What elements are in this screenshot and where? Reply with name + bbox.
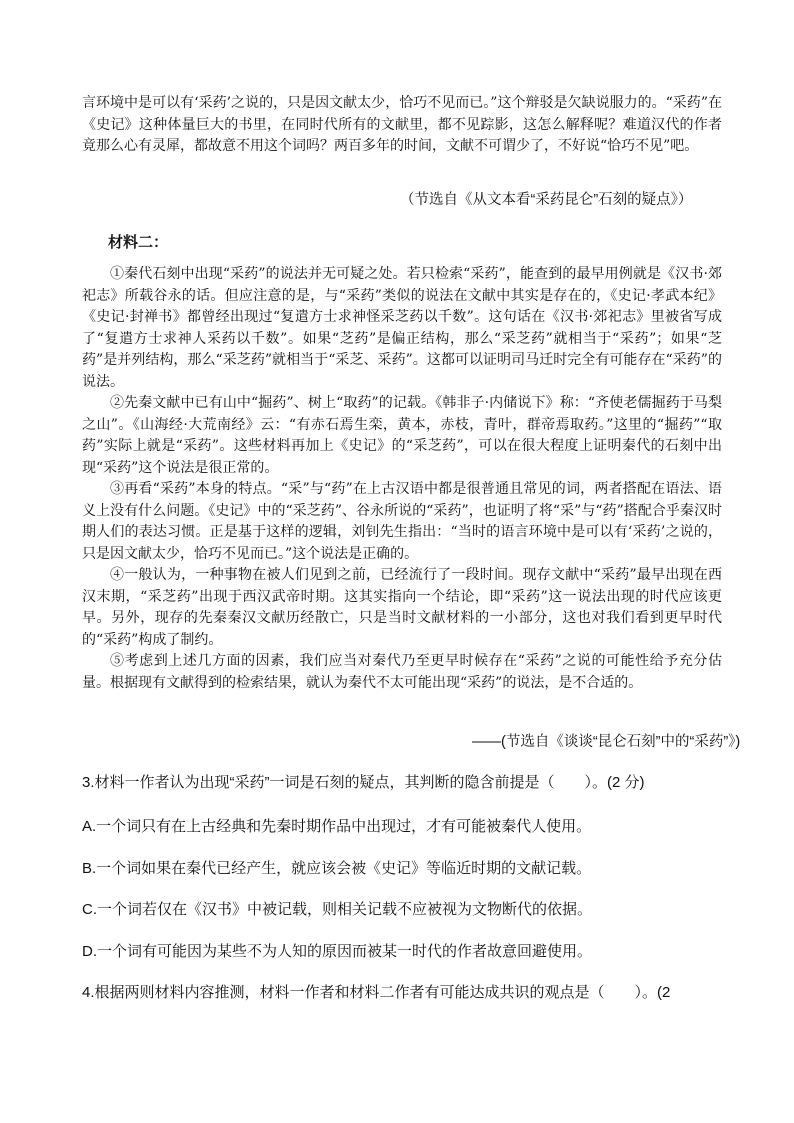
question3-option-b: B.一个词如果在秦代已经产生，就应该会被《史记》等临近时期的文献记载。 — [82, 860, 592, 877]
material1-tail-text: 言环境中是可以有‘采药’之说的，只是因文献太少，恰巧不见而已。”这个辩驳是欠缺说服力的。“采药”在《史记》这种体量巨大的书里，在同时代所有的文献里，都不见踪影，这怎么解释呢？难道汉代的作者竟那么心有灵犀，都故意不用这个词吗？两百多年的时间，文献不可谓少了，不好说“恰巧不见”吧。 — [82, 95, 722, 154]
material2-paragraph: ⑤考虑到上述几方面的因素，我们应当对秦代乃至更早时候存在“采药”之说的可能性给予充分估量。根据现有文献得到的检索结果，就认为秦代不太可能出现“采药”的说法，是不合适的。 — [82, 653, 722, 691]
question3-stem: 3.材料一作者认为出现“采药”一词是石刻的疑点，其判断的隐含前提是（ ）。(2 分) — [82, 774, 645, 791]
material2-source: ——(节选自《谈谈“昆仑石刻”中的“采药”》) — [472, 734, 741, 750]
material2-paragraph: ①秦代石刻中出现“采药”的说法并无可疑之处。若只检索“采药”，能查到的最早用例就是《汉书·郊祀志》所载谷永的话。但应注意的是，与“采药”类似的说法在文献中其实是存在的，《史记·孝武本纪》《史记·封禅书》都曾经出现过“复遣方士求神怪采芝药以千数”。这句话在《汉书·郊祀志》里被省写成了“复遣方士求神人采药以千数”。如果“芝药”是偏正结构，那么“采芝药”就相当于“采药”；如果“芝药”是并列结构，那么“采芝药”就相当于“采芝、采药”。这都可以证明司马迁时完全有可能存在“采药”的说法。 — [82, 266, 722, 390]
material1-source: （节选自《从文本看“采药昆仑”石刻的疑点》） — [400, 192, 693, 208]
question3-option-d: D.一个词有可能因为某些不为人知的原因而被某一时代的作者故意回避使用。 — [82, 943, 593, 960]
question3-option-a: A.一个词只有在上古经典和先秦时期作品中出现过，才有可能被秦代人使用。 — [82, 818, 592, 835]
question4-stem: 4.根据两则材料内容推测，材料一作者和材料二作者有可能达成共识的观点是（ ）。(2 — [82, 984, 671, 1001]
material2-paragraph: ②先秦文献中已有山中“掘药”、树上“取药”的记载。《韩非子·内储说下》称：“齐使老儒掘药于马梨之山”。《山海经·大荒南经》云：“有赤石焉生栾，黄本，赤枝，青叶，群帝焉取药。”这里的“掘药”“取药”实际上就是“采药”。这些材料再加上《史记》的“采芝药”，可以在很大程度上证明秦代的石刻中出现“采药”这个说法是很正常的。 — [82, 395, 722, 476]
material1-tail — [82, 93, 722, 158]
material2-heading: 材料二： — [108, 234, 169, 251]
material2-body — [82, 264, 722, 694]
question3-option-c: C.一个词若仅在《汉书》中被记载，则相关记载不应被视为文物断代的依据。 — [82, 901, 593, 918]
material2-paragraph: ③再看“采药”本身的特点。“采”与“药”在上古汉语中都是很普通且常见的词，两者搭配在语法、语义上没有什么问题。《史记》中的“采芝药”、谷永所说的“采药”，也证明了将“采”与“药”搭配合乎秦汉时期人们的表达习惯。正是基于这样的逻辑，刘钊先生指出：“当时的语言环境中是可以有‘采药’之说的，只是因文献太少，恰巧不见而已。”这个说法是正确的。 — [82, 481, 722, 562]
material2-paragraph: ④一般认为，一种事物在被人们见到之前，已经流行了一段时间。现存文献中“采药”最早出现在西汉末期，“采芝药”出现于西汉武帝时期。这其实指向一个结论，即“采药”这一说法出现的时代应该更早。另外，现存的先秦秦汉文献历经散亡，只是当时文献材料的一小部分，这也对我们看到更早时代的“采药”构成了制约。 — [82, 567, 722, 648]
